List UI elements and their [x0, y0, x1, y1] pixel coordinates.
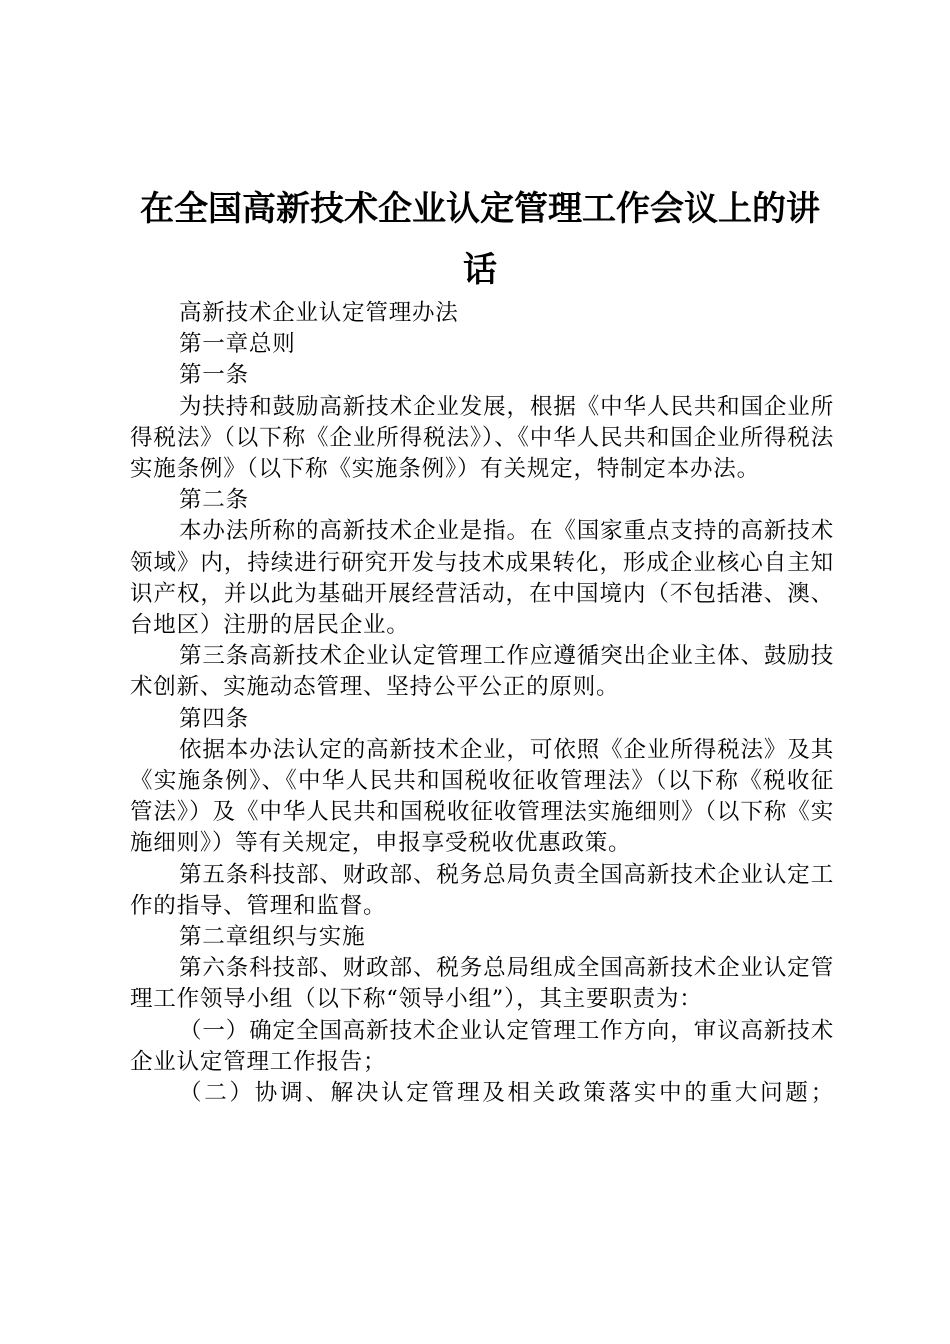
paragraph-chapter-1-heading: 第一章总则 — [179, 331, 296, 358]
paragraph-item-2: （二）协调、解决认定管理及相关政策落实中的重大问题； — [179, 1080, 834, 1107]
paragraph-item-1: （一）确定全国高新技术企业认定管理工作方向，审议高新技术企业认定管理工作报告； — [130, 1017, 834, 1075]
paragraph-article-3: 第三条高新技术企业认定管理工作应遵循突出企业主体、鼓励技术创新、实施动态管理、坚持公平公正的原则。 — [130, 643, 834, 701]
paragraph-article-5: 第五条科技部、财政部、税务总局负责全国高新技术企业认定工作的指导、管理和监督。 — [130, 861, 834, 919]
paragraph-article-6: 第六条科技部、财政部、税务总局组成全国高新技术企业认定管理工作领导小组（以下称“领导小组”），其主要职责为： — [130, 955, 834, 1013]
paragraph-doc-name: 高新技术企业认定管理办法 — [179, 300, 459, 326]
paragraph-article-2-text: 本办法所称的高新技术企业是指。在《国家重点支持的高新技术领域》内，持续进行研究开发与技术成果转化，形成企业核心自主知识产权，并以此为基础开展经营活动，在中国境内（不包括港、澳、台地区）注册的居民企业。 — [130, 518, 834, 639]
document-body — [130, 298, 834, 1109]
paragraph-article-4-heading: 第四条 — [179, 705, 249, 732]
document-title-line-1: 在全国高新技术企业认定管理工作会议上的讲 — [140, 189, 820, 229]
paragraph-article-1-text: 为扶持和鼓励高新技术企业发展，根据《中华人民共和国企业所得税法》（以下称《企业所得税法》）、《中华人民共和国企业所得税法实施条例》（以下称《实施条例》）有关规定，特制定本办法。 — [130, 393, 834, 483]
paragraph-chapter-2-heading: 第二章组织与实施 — [179, 924, 366, 951]
document-title-line-2: 话 — [463, 250, 497, 290]
paragraph-article-4-text: 依据本办法认定的高新技术企业，可依照《企业所得税法》及其《实施条例》、《中华人民共和国税收征收管理法》（以下称《税收征管法》）及《中华人民共和国税收征收管理法实施细则》（以下称《实施细则》）等有关规定，申报享受税收优惠政策。 — [130, 736, 834, 857]
paragraph-article-2-heading: 第二条 — [179, 487, 249, 514]
paragraph-article-1-heading: 第一条 — [179, 362, 249, 389]
